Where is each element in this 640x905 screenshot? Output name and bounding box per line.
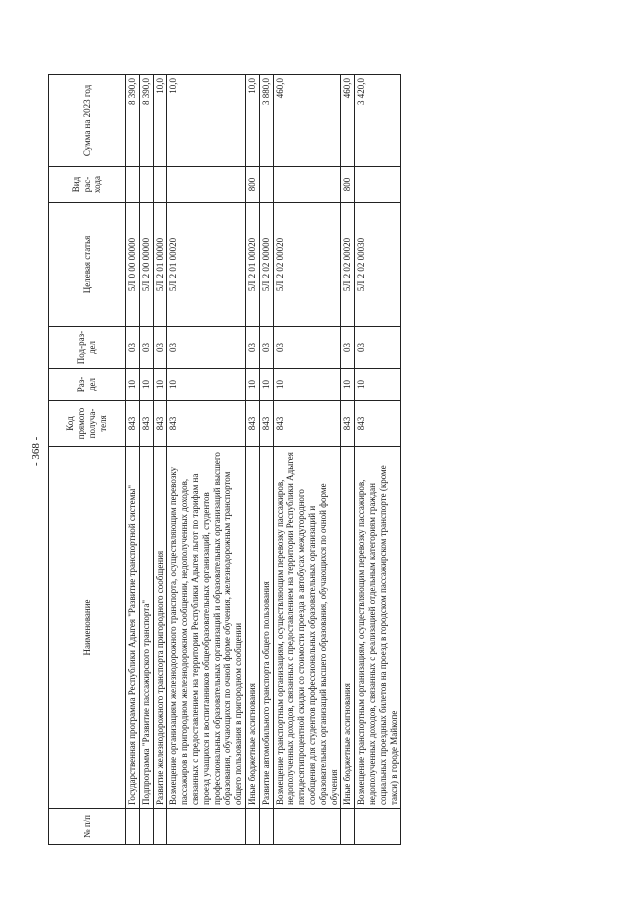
cell-podrazdel: 03	[259, 327, 273, 369]
cell-name: Возмещение транспортным организациям, осуществляющим перевозку пассажиров, недополученных доходов, связанных с реализацией отдельным категориям граждан социальных проездных билетов на проезд в городском пассажирском транспорте (кроме такси) в городе Майкопе	[355, 447, 401, 809]
table-row	[139, 75, 153, 845]
cell-sum: 460,0	[273, 75, 341, 167]
cell-kod: 843	[273, 401, 341, 447]
cell-kod: 843	[341, 401, 355, 447]
cell-sum: 8 390,0	[139, 75, 153, 167]
cell-razdel: 10	[167, 369, 246, 401]
cell-cel: 5Л 2 01 00000	[153, 203, 167, 327]
cell-cel: 5Л 2 02 00020	[341, 203, 355, 327]
cell-razdel: 10	[126, 369, 140, 401]
cell-kod: 843	[153, 401, 167, 447]
header-razdel: Раз-дел	[49, 369, 126, 401]
cell-name: Возмещение транспортным организациям, осуществляющим перевозку пассажиров, недополученных доходов, связанных с предоставлением на территории Республики Адыгея пятидесятипроцентной скидки со стоимости проезда в автобусах междугородного сообщения для студентов профессиональных образовательных организаций и образовательных организаций высшего образования, обучающихся по очной форме обучения	[273, 447, 341, 809]
cell-podrazdel: 03	[273, 327, 341, 369]
cell-razdel: 10	[153, 369, 167, 401]
cell-vid	[126, 167, 140, 203]
cell-podrazdel: 03	[341, 327, 355, 369]
cell-podrazdel: 03	[153, 327, 167, 369]
cell-name: Иные бюджетные ассигнования	[341, 447, 355, 809]
cell-vid: 800	[245, 167, 259, 203]
cell-razdel: 10	[341, 369, 355, 401]
cell-num	[139, 809, 153, 845]
cell-cel: 5Л 2 02 00020	[273, 203, 341, 327]
cell-kod: 843	[245, 401, 259, 447]
table-row	[259, 75, 273, 845]
cell-name: Иные бюджетные ассигнования	[245, 447, 259, 809]
cell-kod: 843	[167, 401, 246, 447]
cell-cel: 5Л 2 02 00000	[259, 203, 273, 327]
cell-sum: 3 420,0	[355, 75, 401, 167]
page-number: - 368 -	[30, 436, 42, 466]
cell-sum: 3 880,0	[259, 75, 273, 167]
cell-num	[167, 809, 246, 845]
cell-vid	[355, 167, 401, 203]
header-num: № п/п	[49, 809, 126, 845]
table-row	[126, 75, 140, 845]
cell-podrazdel: 03	[167, 327, 246, 369]
cell-num	[153, 809, 167, 845]
cell-num	[341, 809, 355, 845]
cell-num	[259, 809, 273, 845]
table-header-row	[49, 75, 126, 845]
cell-razdel: 10	[355, 369, 401, 401]
rotated-sheet	[48, 75, 608, 845]
cell-name: Развитие автомобильного транспорта общего пользования	[259, 447, 273, 809]
cell-name: Развитие железнодорожного транспорта пригородного сообщения	[153, 447, 167, 809]
cell-razdel: 10	[259, 369, 273, 401]
cell-num	[355, 809, 401, 845]
table-row	[341, 75, 355, 845]
cell-razdel: 10	[139, 369, 153, 401]
cell-vid	[259, 167, 273, 203]
cell-cel: 5Л 0 00 00000	[126, 203, 140, 327]
cell-razdel: 10	[273, 369, 341, 401]
cell-cel: 5Л 2 01 00020	[245, 203, 259, 327]
cell-vid: 800	[341, 167, 355, 203]
cell-vid	[153, 167, 167, 203]
header-name: Наименование	[49, 447, 126, 809]
cell-sum: 460,0	[341, 75, 355, 167]
cell-kod: 843	[355, 401, 401, 447]
cell-kod: 843	[139, 401, 153, 447]
cell-podrazdel: 03	[355, 327, 401, 369]
cell-kod: 843	[126, 401, 140, 447]
cell-num	[126, 809, 140, 845]
cell-num	[245, 809, 259, 845]
cell-razdel: 10	[245, 369, 259, 401]
header-podrazdel: Под-раз-дел	[49, 327, 126, 369]
table-row	[153, 75, 167, 845]
table-row	[355, 75, 401, 845]
cell-sum: 10,0	[153, 75, 167, 167]
cell-sum: 10,0	[167, 75, 246, 167]
cell-num	[273, 809, 341, 845]
cell-vid	[273, 167, 341, 203]
cell-cel: 5Л 2 02 00030	[355, 203, 401, 327]
header-vid: Вид рас-хода	[49, 167, 126, 203]
cell-name: Подпрограмма "Развитие пассажирского транспорта"	[139, 447, 153, 809]
table-row	[167, 75, 246, 845]
cell-kod: 843	[259, 401, 273, 447]
header-cel: Целевая статья	[49, 203, 126, 327]
cell-podrazdel: 03	[139, 327, 153, 369]
header-kod: Код прямого получа-теля	[49, 401, 126, 447]
cell-vid	[139, 167, 153, 203]
budget-table	[48, 74, 401, 845]
cell-sum: 10,0	[245, 75, 259, 167]
header-sum: Сумма на 2023 год	[49, 75, 126, 167]
cell-podrazdel: 03	[126, 327, 140, 369]
cell-cel: 5Л 2 01 00020	[167, 203, 246, 327]
cell-vid	[167, 167, 246, 203]
cell-cel: 5Л 2 00 00000	[139, 203, 153, 327]
cell-podrazdel: 03	[245, 327, 259, 369]
table-row	[245, 75, 259, 845]
table-row	[273, 75, 341, 845]
cell-sum: 8 390,0	[126, 75, 140, 167]
cell-name: Возмещение организациям железнодорожного транспорта, осуществляющим перевозку пассажиров в пригородном железнодорожном сообщении, недополученных доходов, связанных с предоставлением на территории Республики Адыгея льгот по тарифам на проезд учащихся и воспитанников общеобразовательных организаций, студентов профессиональных образовательных организаций и образовательных организаций высшего образования, обучающихся по очной форме обучения, железнодорожным транспортом общего пользования в пригородном сообщении	[167, 447, 246, 809]
cell-name: Государственная программа Республики Адыгея "Развитие транспортной системы"	[126, 447, 140, 809]
